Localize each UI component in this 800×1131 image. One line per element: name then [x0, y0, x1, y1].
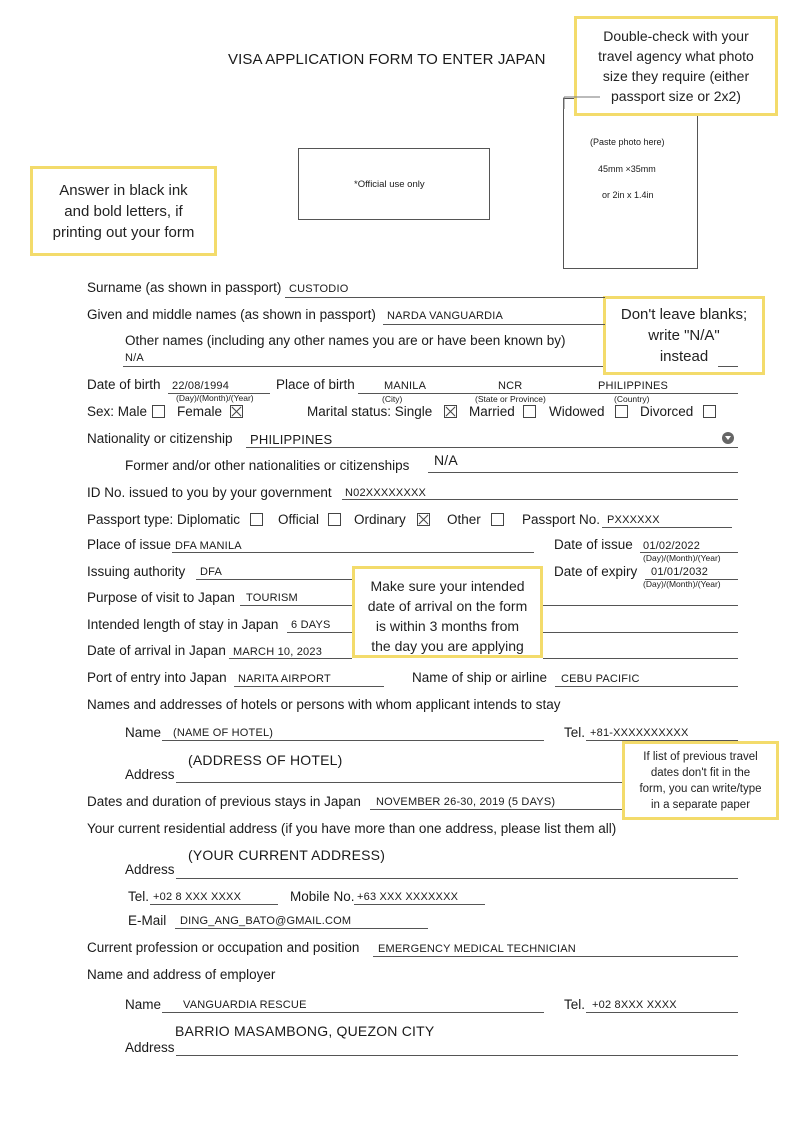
divorced-checkbox[interactable] — [703, 405, 716, 418]
photo-box — [563, 98, 698, 269]
profession-value[interactable]: EMERGENCY MEDICAL TECHNICIAN — [378, 943, 576, 955]
hotel-name-value[interactable]: (NAME OF HOTEL) — [173, 727, 274, 739]
divorced-label: Divorced — [640, 404, 694, 419]
male-checkbox[interactable] — [152, 405, 165, 418]
date-expiry-label: Date of expiry — [554, 564, 638, 579]
place-issue-line — [172, 552, 534, 553]
ship-line — [555, 686, 738, 687]
other-checkbox[interactable] — [491, 513, 504, 526]
widowed-checkbox[interactable] — [615, 405, 628, 418]
ship-value[interactable]: CEBU PACIFIC — [561, 673, 640, 685]
employer-label: Name and address of employer — [87, 967, 276, 982]
other-names-line — [123, 366, 603, 367]
prev-stays-line — [370, 809, 622, 810]
employer-address-label: Address — [125, 1040, 175, 1055]
other-label: Other — [447, 512, 481, 527]
dob-value[interactable]: 22/08/1994 — [172, 380, 230, 392]
employer-tel-label: Tel. — [564, 997, 586, 1012]
pob-label: Place of birth — [276, 377, 355, 392]
nationality-label: Nationality or citizenship — [87, 431, 233, 446]
other-names-value[interactable]: N/A — [125, 352, 144, 364]
ship-label: Name of ship or airline — [412, 670, 548, 685]
note-travel-dates: If list of previous travel dates don't fit in the form, you can write/type in a separate paper — [622, 741, 779, 820]
given-names-line — [383, 324, 605, 325]
marital-single-label: Marital status: Single — [307, 404, 433, 419]
length-line-end — [543, 632, 738, 633]
tel-value[interactable]: +02 8 XXX XXXX — [153, 891, 242, 903]
employer-tel-line — [586, 1012, 738, 1013]
passport-no-line — [602, 527, 732, 528]
tel-label: Tel. — [128, 889, 150, 904]
hotel-address-label: Address — [125, 767, 175, 782]
pob-city-sub: (City) — [382, 394, 403, 404]
former-nationality-value[interactable]: N/A — [434, 452, 458, 468]
form-title: VISA APPLICATION FORM TO ENTER JAPAN — [228, 51, 546, 68]
former-nationality-line — [428, 472, 738, 473]
date-expiry-value[interactable]: 01/01/2032 — [651, 566, 709, 578]
hotel-address-line — [176, 782, 622, 783]
passport-type-label: Passport type: Diplomatic — [87, 512, 241, 527]
authority-label: Issuing authority — [87, 564, 186, 579]
arrival-line — [229, 658, 352, 659]
arrival-line-end — [543, 658, 738, 659]
chevron-down-icon[interactable] — [722, 432, 734, 444]
port-value[interactable]: NARITA AIRPORT — [238, 673, 331, 685]
mobile-line — [354, 904, 485, 905]
diplomatic-checkbox[interactable] — [250, 513, 263, 526]
length-value[interactable]: 6 DAYS — [291, 619, 331, 631]
date-issue-value[interactable]: 01/02/2022 — [643, 540, 701, 552]
prev-stays-value[interactable]: NOVEMBER 26-30, 2019 (5 DAYS) — [376, 796, 556, 808]
purpose-label: Purpose of visit to Japan — [87, 590, 235, 605]
surname-label: Surname (as shown in passport) — [87, 280, 282, 295]
id-no-line — [342, 499, 738, 500]
residential-value[interactable]: (YOUR CURRENT ADDRESS) — [188, 847, 386, 863]
female-checkbox[interactable] — [230, 405, 243, 418]
tel-line — [150, 904, 278, 905]
married-label: Married — [469, 404, 515, 419]
place-issue-label: Place of issue — [87, 537, 172, 552]
official-checkbox[interactable] — [328, 513, 341, 526]
pob-city-value[interactable]: MANILA — [384, 380, 427, 392]
email-label: E-Mail — [128, 913, 167, 928]
sex-male-label: Sex: Male — [87, 404, 148, 419]
profession-label: Current profession or occupation and position — [87, 940, 360, 955]
note-photo-size: Double-check with your travel agency what photo size they require (either passport size or 2x2) — [574, 16, 778, 116]
mobile-value[interactable]: +63 XXX XXXXXXX — [357, 891, 459, 903]
official-use-label: *Official use only — [354, 179, 425, 190]
photo-label: (Paste photo here) — [590, 137, 665, 147]
given-names-value[interactable]: NARDA VANGUARDIA — [387, 310, 504, 322]
email-value[interactable]: DING_ANG_BATO@GMAIL.COM — [180, 915, 352, 927]
note-no-blanks: Don't leave blanks; write "N/A" instead — [603, 296, 765, 375]
profession-line — [373, 956, 738, 957]
authority-value[interactable]: DFA — [200, 566, 222, 578]
residential-address-label: Address — [125, 862, 175, 877]
note-black-ink: Answer in black ink and bold letters, if printing out your form — [30, 166, 217, 256]
employer-tel-value[interactable]: +02 8XXX XXXX — [592, 999, 677, 1011]
email-line — [175, 928, 428, 929]
passport-no-label: Passport No. — [522, 512, 601, 527]
pob-state-sub: (State or Province) — [475, 394, 546, 404]
nationality-line — [246, 447, 738, 448]
prev-stays-label: Dates and duration of previous stays in Japan — [87, 794, 361, 809]
ordinary-label: Ordinary — [354, 512, 406, 527]
length-line — [287, 632, 352, 633]
arrival-label: Date of arrival in Japan — [87, 643, 226, 658]
passport-no-value[interactable]: PXXXXXX — [607, 514, 660, 526]
purpose-line-end — [543, 605, 738, 606]
residential-label: Your current residential address (if you have more than one address, please list them all) — [87, 821, 617, 836]
surname-line — [285, 297, 605, 298]
pob-line — [358, 393, 738, 394]
id-no-label: ID No. issued to you by your government — [87, 485, 332, 500]
length-label: Intended length of stay in Japan — [87, 617, 279, 632]
surname-value[interactable]: CUSTODIO — [289, 283, 349, 295]
pob-country-sub: (Country) — [614, 394, 650, 404]
date-issue-format: (Day)/(Month)/(Year) — [643, 553, 721, 563]
purpose-line — [240, 605, 352, 606]
hotel-name-line — [162, 740, 544, 741]
note-arrival-date: Make sure your intended date of arrival on the form is within 3 months from the day you are applying — [352, 566, 543, 658]
hotel-tel-label: Tel. — [564, 725, 586, 740]
dob-format: (Day)/(Month)/(Year) — [176, 393, 254, 403]
hotel-tel-line — [586, 740, 738, 741]
pob-country-value[interactable]: PHILIPPINES — [598, 380, 669, 392]
employer-name-label: Name — [125, 997, 162, 1012]
employer-name-line — [162, 1012, 544, 1013]
given-names-label: Given and middle names (as shown in passport) — [87, 307, 376, 322]
single-checkbox[interactable] — [444, 405, 457, 418]
widowed-label: Widowed — [549, 404, 605, 419]
purpose-value[interactable]: TOURISM — [246, 592, 298, 604]
mobile-label: Mobile No. — [290, 889, 355, 904]
female-label: Female — [177, 404, 223, 419]
hotel-tel-value[interactable]: +81-XXXXXXXXXX — [590, 727, 689, 739]
authority-line — [196, 579, 352, 580]
arrival-value[interactable]: MARCH 10, 2023 — [233, 646, 323, 658]
other-names-label: Other names (including any other names you are or have been known by) — [125, 333, 566, 348]
id-no-value[interactable]: N02XXXXXXXX — [345, 487, 427, 499]
former-nationality-label: Former and/or other nationalities or citizenships — [125, 458, 410, 473]
port-label: Port of entry into Japan — [87, 670, 227, 685]
port-line — [234, 686, 384, 687]
hotel-address-value[interactable]: (ADDRESS OF HOTEL) — [188, 752, 343, 768]
place-issue-value[interactable]: DFA MANILA — [175, 540, 242, 552]
pob-state-value[interactable]: NCR — [498, 380, 523, 392]
employer-address-value[interactable]: BARRIO MASAMBONG, QUEZON CITY — [175, 1023, 435, 1039]
other-names-line-end — [718, 366, 738, 367]
note-connector — [560, 95, 610, 111]
official-label: Official — [278, 512, 320, 527]
employer-address-line — [176, 1055, 738, 1056]
date-expiry-format: (Day)/(Month)/(Year) — [643, 579, 721, 589]
photo-size-in: or 2in x 1.4in — [602, 190, 654, 200]
nationality-value[interactable]: PHILIPPINES — [250, 432, 333, 447]
date-issue-label: Date of issue — [554, 537, 633, 552]
hotels-label: Names and addresses of hotels or persons with whom applicant intends to stay — [87, 697, 561, 712]
married-checkbox[interactable] — [523, 405, 536, 418]
ordinary-checkbox[interactable] — [417, 513, 430, 526]
photo-size-mm: 45mm ×35mm — [598, 164, 656, 174]
employer-name-value[interactable]: VANGUARDIA RESCUE — [183, 999, 307, 1011]
residential-line — [176, 878, 738, 879]
dob-label: Date of birth — [87, 377, 161, 392]
hotel-name-label: Name — [125, 725, 162, 740]
